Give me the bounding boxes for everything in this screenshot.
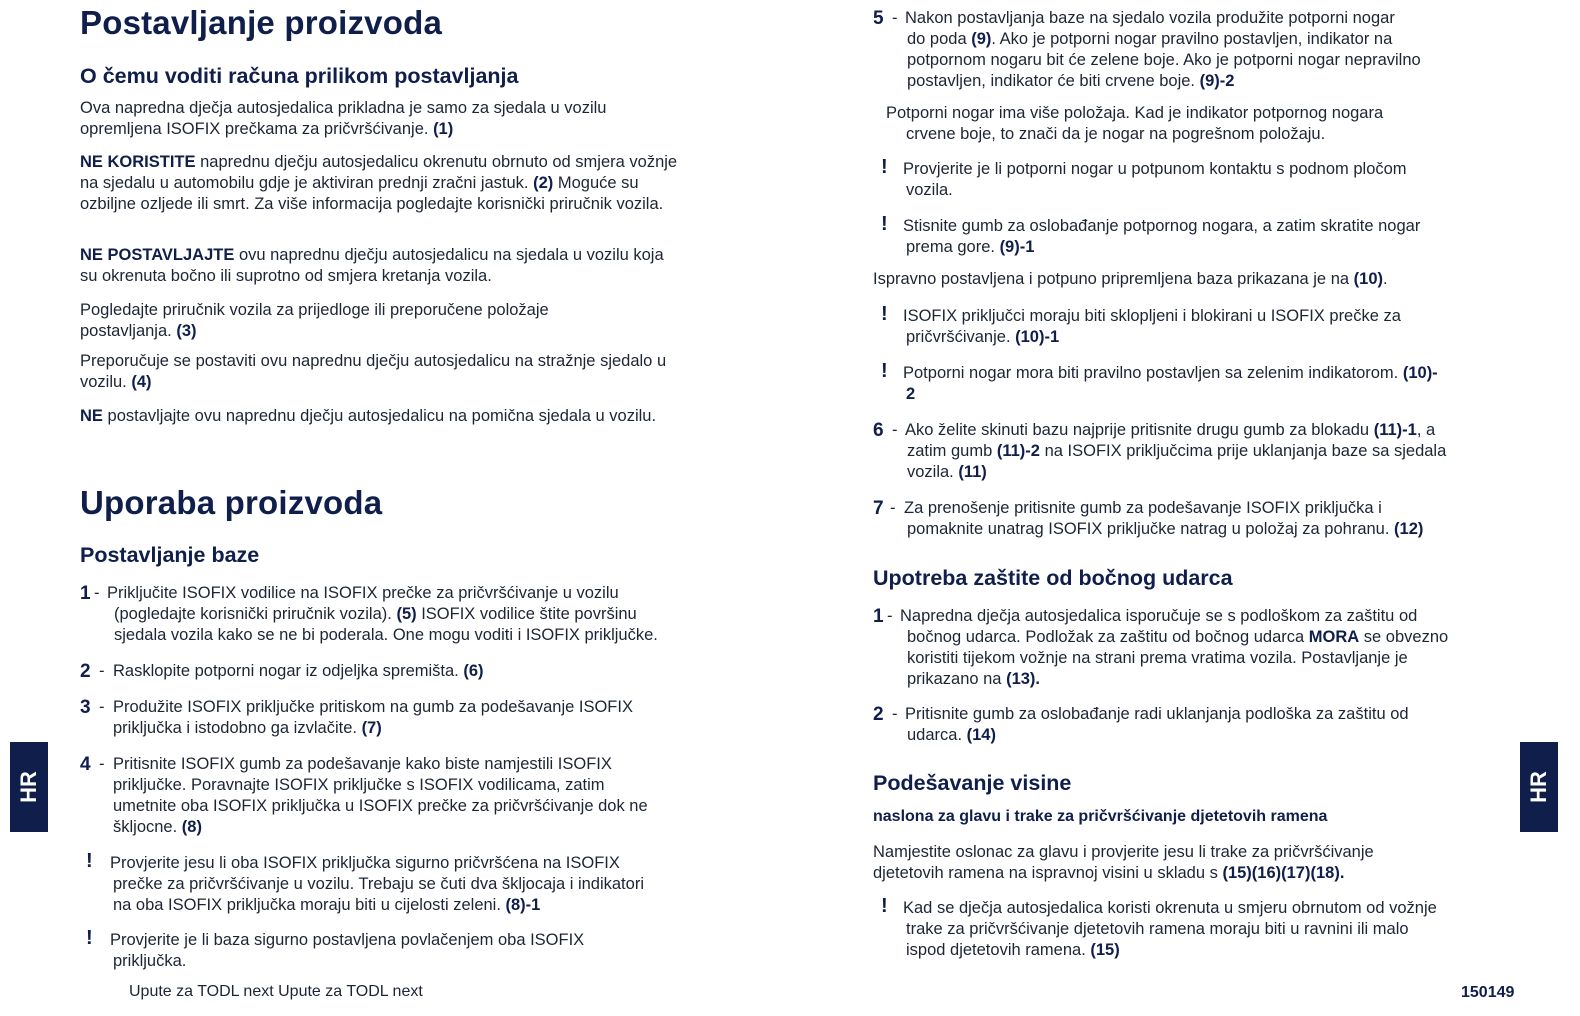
paragraph-4 xyxy=(80,300,640,342)
step-text: priključke. Poravnajte ISOFIX priključke s ISOFIX vodilicama, zatim xyxy=(113,776,605,794)
step-number: 5 xyxy=(873,8,884,29)
step-text xyxy=(907,71,1234,92)
step-4 xyxy=(80,754,720,840)
step-text xyxy=(113,817,202,838)
warning-7 xyxy=(881,895,1521,964)
step-text xyxy=(113,718,382,739)
p4-text: Pogledajte priručnik vozila za prijedloge ili preporučene položaje postavljanja. xyxy=(80,301,549,340)
note-text: Ispravno postavljena i potpuno pripremljena baza prikazana je na xyxy=(873,270,1350,288)
figure-ref: (9)-1 xyxy=(999,238,1035,256)
figure-ref: (6) xyxy=(463,662,484,680)
warning-text: prečke za pričvršćivanje u vozilu. Trebaju se čuti dva škljocaja i indikatori xyxy=(113,875,644,893)
figure-ref: (8)-1 xyxy=(505,896,541,914)
warning-4 xyxy=(881,213,1521,260)
step-text-part: se obvezno xyxy=(1363,628,1449,646)
step-dash: - xyxy=(892,421,898,439)
paragraph-3 xyxy=(80,245,680,287)
step-dash: - xyxy=(94,584,100,602)
figure-ref: (5) xyxy=(396,605,417,623)
p5-text: Preporučuje se postaviti ovu naprednu dječju autosjedalicu na stražnje sjedalo u vozilu. xyxy=(80,352,667,391)
figure-ref: (13). xyxy=(1006,670,1041,688)
warning-text-part: ispod djetetovih ramena. xyxy=(906,941,1086,959)
figure-ref: (15)(16)(17)(18). xyxy=(1222,864,1345,882)
step-dash: - xyxy=(887,607,893,625)
note-3 xyxy=(873,842,1513,886)
p1-text: Ova napredna dječja autosjedalica prikladna je samo za sjedala u vozilu opremljena ISOFIX prečkama za pričvršćivanje. xyxy=(80,99,607,138)
step-text-part: priključka i istodobno ga izvlačite. xyxy=(113,719,357,737)
step-number: 4 xyxy=(80,754,91,775)
warning-lead: NE KORISTITE xyxy=(80,153,196,171)
figure-ref: (10)- xyxy=(1402,364,1438,382)
step-text: Za prenošenje pritisnite gumb za podešavanje ISOFIX priključka i xyxy=(904,499,1382,517)
figure-ref: 2 xyxy=(906,385,916,403)
step-number: 2 xyxy=(873,704,884,725)
warning-text: Provjerite jesu li oba ISOFIX priključka sigurno pričvršćena na ISOFIX xyxy=(110,854,620,872)
note-2 xyxy=(873,269,1388,290)
warning-lead: NE POSTAVLJAJTE xyxy=(80,246,235,264)
step-text-part: zatim gumb xyxy=(907,442,993,460)
step-number: 1 xyxy=(873,606,884,627)
exclamation-icon: ! xyxy=(881,303,888,325)
step-1 xyxy=(80,583,720,649)
step-text xyxy=(907,669,1040,690)
figure-ref: (2) xyxy=(533,174,554,192)
side-impact-step-2 xyxy=(873,704,1513,748)
step-text xyxy=(114,604,637,625)
step-number: 3 xyxy=(80,697,91,718)
figure-ref: (4) xyxy=(131,373,152,391)
warning-lead: NE xyxy=(80,407,103,425)
step-text-part: bočnog udarca. Podložak za zaštitu od bočnog udarca xyxy=(907,628,1305,646)
step-text: sjedala vozila kako se ne bi poderala. One mogu voditi i ISOFIX priključke. xyxy=(114,626,658,644)
step-text: koristiti tijekom vožnje na strani prema vratima vozila. Postavljanje je xyxy=(907,649,1408,667)
warning-6 xyxy=(881,360,1521,407)
note-text: crvene boje, to znači da je nogar na pogrešnom položaju. xyxy=(906,125,1326,143)
p2-tail: Moguće su ozbiljne ozljede ili smrt. Za više informacija pogledajte korisnički priručnik vozila. xyxy=(80,174,664,213)
step-text-part: udarca. xyxy=(907,726,963,744)
step-text: umetnite oba ISOFIX priključka u ISOFIX prečke za pričvršćivanje dok ne xyxy=(113,797,648,815)
paragraph-5 xyxy=(80,351,680,393)
step-number: 2 xyxy=(80,661,91,682)
step-text-part: . Ako je potporni nogar pravilno postavljen, indikator na xyxy=(991,30,1393,48)
step-3 xyxy=(80,697,720,741)
emphasis: MORA xyxy=(1308,628,1360,646)
p2-text: naprednu dječju autosjedalicu okrenutu obrnuto od smjera vožnje na sjedalu u automobilu gdje je aktiviran prednji zračni jastuk. xyxy=(80,153,678,192)
step-text-part: vozila. xyxy=(907,463,954,481)
figure-ref: (9)-2 xyxy=(1199,72,1235,90)
language-tab-left xyxy=(10,742,48,832)
step-5 xyxy=(873,8,1513,94)
page-number: 150149 xyxy=(1461,984,1515,1001)
step-text: potpornom nogaru bit će zelene boje. Ako je potporni nogar nepravilno xyxy=(907,51,1421,69)
step-text-part: škljocne. xyxy=(113,818,178,836)
step-7 xyxy=(873,498,1513,542)
language-tab-label: HR xyxy=(16,771,41,803)
warning-text: priključka. xyxy=(113,952,187,970)
step-text xyxy=(907,725,996,746)
warning-text xyxy=(906,940,1120,961)
step-text: Produžite ISOFIX priključke pritiskom na gumb za podešavanje ISOFIX xyxy=(113,698,633,716)
step-dash: - xyxy=(99,698,105,716)
step-text: Nakon postavljanja baze na sjedalo vozila produžite potporni nogar xyxy=(905,9,1395,27)
step-dash: - xyxy=(99,755,105,773)
figure-ref: (11)-1 xyxy=(1373,421,1417,439)
figure-ref: (8) xyxy=(181,818,202,836)
side-impact-step-1 xyxy=(873,606,1513,692)
footer-text: Upute za TODL next Upute za TODL next xyxy=(129,983,423,1000)
step-text xyxy=(907,519,1423,540)
paragraph-6 xyxy=(80,406,680,427)
warning-text: vozila. xyxy=(906,181,953,199)
warning-3 xyxy=(881,156,1521,203)
step-text-part: Ako želite skinuti bazu najprije pritisnite drugu gumb za blokadu xyxy=(905,421,1370,439)
p3-text: ovu naprednu dječju autosjedalicu na sjedala u vozilu koja su okrenuta bočno ili suprotno od smjera kretanja vozila. xyxy=(80,246,664,285)
warning-5 xyxy=(881,303,1521,350)
step-text xyxy=(907,29,1392,50)
warning-text-part: na oba ISOFIX priključka moraju biti u cijelosti zeleni. xyxy=(113,896,501,914)
exclamation-icon: ! xyxy=(86,850,93,872)
figure-ref: (11) xyxy=(958,463,987,481)
page-title: Postavljanje proizvoda xyxy=(80,4,443,41)
exclamation-icon: ! xyxy=(881,213,888,235)
warning-text xyxy=(903,363,1438,384)
warning-text-part: Potporni nogar mora biti pravilno postavljen sa zelenim indikatorom. xyxy=(903,364,1399,382)
step-number: 7 xyxy=(873,498,884,519)
warning-text: Kad se dječja autosjedalica koristi okrenuta u smjeru obrnutom od vožnje xyxy=(903,899,1437,917)
step-text-part: Rasklopite potporni nogar iz odjeljka spremišta. xyxy=(113,662,459,680)
warning-text: Stisnite gumb za oslobađanje potpornog nogara, a zatim skratite nogar xyxy=(903,217,1421,235)
step-text-part: pomaknite unatrag ISOFIX priključke natrag u položaj za pohranu. xyxy=(907,520,1390,538)
figure-ref: (12) xyxy=(1394,520,1424,538)
figure-ref: (3) xyxy=(176,322,197,340)
warning-text: Provjerite je li potporni nogar u potpunom kontaktu s podnom pločom xyxy=(903,160,1407,178)
subsection-title-side-impact: Upotreba zaštite od bočnog udarca xyxy=(873,566,1233,590)
step-dash: - xyxy=(892,705,898,723)
figure-ref: (7) xyxy=(361,719,382,737)
step-text-part: , a xyxy=(1416,421,1436,439)
warning-text xyxy=(906,327,1059,348)
warning-text-part: prema gore. xyxy=(906,238,995,256)
figure-ref: (10) xyxy=(1353,270,1383,288)
step-text-part: (pogledajte korisnički priručnik vozila). xyxy=(114,605,392,623)
exclamation-icon: ! xyxy=(86,927,93,949)
note-end: . xyxy=(1383,270,1388,288)
subsection-title-height: Podešavanje visine xyxy=(873,771,1072,795)
step-text xyxy=(905,420,1435,441)
note-text-part: djetetovih ramena na ispravnoj visini u skladu s xyxy=(873,864,1218,882)
note-text xyxy=(873,863,1344,884)
figure-ref: (14) xyxy=(966,726,996,744)
step-dash: - xyxy=(892,9,898,27)
warning-text: ISOFIX priključci moraju biti sklopljeni i blokirani u ISOFIX prečke za xyxy=(903,307,1401,325)
step-text-part: na ISOFIX priključcima prije uklanjanja baze sa sjedala xyxy=(1044,442,1447,460)
exclamation-icon: ! xyxy=(881,360,888,382)
section-title-usage: Uporaba proizvoda xyxy=(80,484,383,521)
note-1 xyxy=(886,103,1526,147)
note-text: Potporni nogar ima više položaja. Kad je indikator potpornog nogara xyxy=(886,104,1384,122)
step-number: 1 xyxy=(80,583,91,604)
section-subtitle: O čemu voditi računa prilikom postavljanja xyxy=(80,64,519,88)
subsection-subhead: naslona za glavu i trake za pričvršćivanje djetetovih ramena xyxy=(873,808,1328,825)
figure-ref: (11)-2 xyxy=(996,442,1040,460)
step-text-part: prikazano na xyxy=(907,670,1002,688)
step-dash: - xyxy=(99,662,105,680)
figure-ref: (1) xyxy=(433,120,454,138)
warning-text xyxy=(906,237,1034,258)
warning-text xyxy=(113,895,540,916)
language-tab-right xyxy=(1520,742,1558,832)
exclamation-icon: ! xyxy=(881,895,888,917)
step-text: Pritisnite gumb za oslobađanje radi uklanjanja podloška za zaštitu od xyxy=(905,705,1409,723)
step-text xyxy=(907,627,1448,648)
step-2 xyxy=(80,661,720,685)
paragraph-1 xyxy=(80,98,680,140)
warning-text: trake za pričvršćivanje djetetovih ramena moraju biti u ravnini ili malo xyxy=(906,920,1409,938)
p6-text: postavljajte ovu naprednu dječju autosjedalicu na pomična sjedala u vozilu. xyxy=(107,407,657,425)
step-text-part: do poda xyxy=(907,30,967,48)
step-text xyxy=(907,441,1446,462)
step-text: Pritisnite ISOFIX gumb za podešavanje kako biste namjestili ISOFIX xyxy=(113,755,612,773)
step-text xyxy=(113,661,484,682)
warning-2 xyxy=(86,927,726,974)
paragraph-2 xyxy=(80,152,695,215)
step-number: 6 xyxy=(873,420,884,441)
step-text-part: postavljen, indikator će biti crvene boje. xyxy=(907,72,1195,90)
warning-text-part: pričvršćivanje. xyxy=(906,328,1011,346)
warning-text: Provjerite je li baza sigurno postavljena povlačenjem oba ISOFIX xyxy=(110,931,585,949)
warning-1 xyxy=(86,850,726,919)
language-tab-label: HR xyxy=(1526,771,1551,803)
figure-ref: (9) xyxy=(971,30,992,48)
step-dash: - xyxy=(890,499,896,517)
subsection-title-base: Postavljanje baze xyxy=(80,543,260,567)
step-text xyxy=(907,462,987,483)
step-6 xyxy=(873,420,1513,486)
figure-ref: (10)-1 xyxy=(1015,328,1060,346)
step-text-part: ISOFIX vodilice štite površinu xyxy=(421,605,637,623)
figure-ref: (15) xyxy=(1090,941,1120,959)
right-column xyxy=(790,0,1580,1016)
step-text: Napredna dječja autosjedalica isporučuje se s podloškom za zaštitu od xyxy=(900,607,1418,625)
note-text: Namjestite oslonac za glavu i provjerite jesu li trake za pričvršćivanje xyxy=(873,843,1374,861)
step-text: Priključite ISOFIX vodilice na ISOFIX prečke za pričvršćivanje u vozilu xyxy=(107,584,619,602)
exclamation-icon: ! xyxy=(881,156,888,178)
